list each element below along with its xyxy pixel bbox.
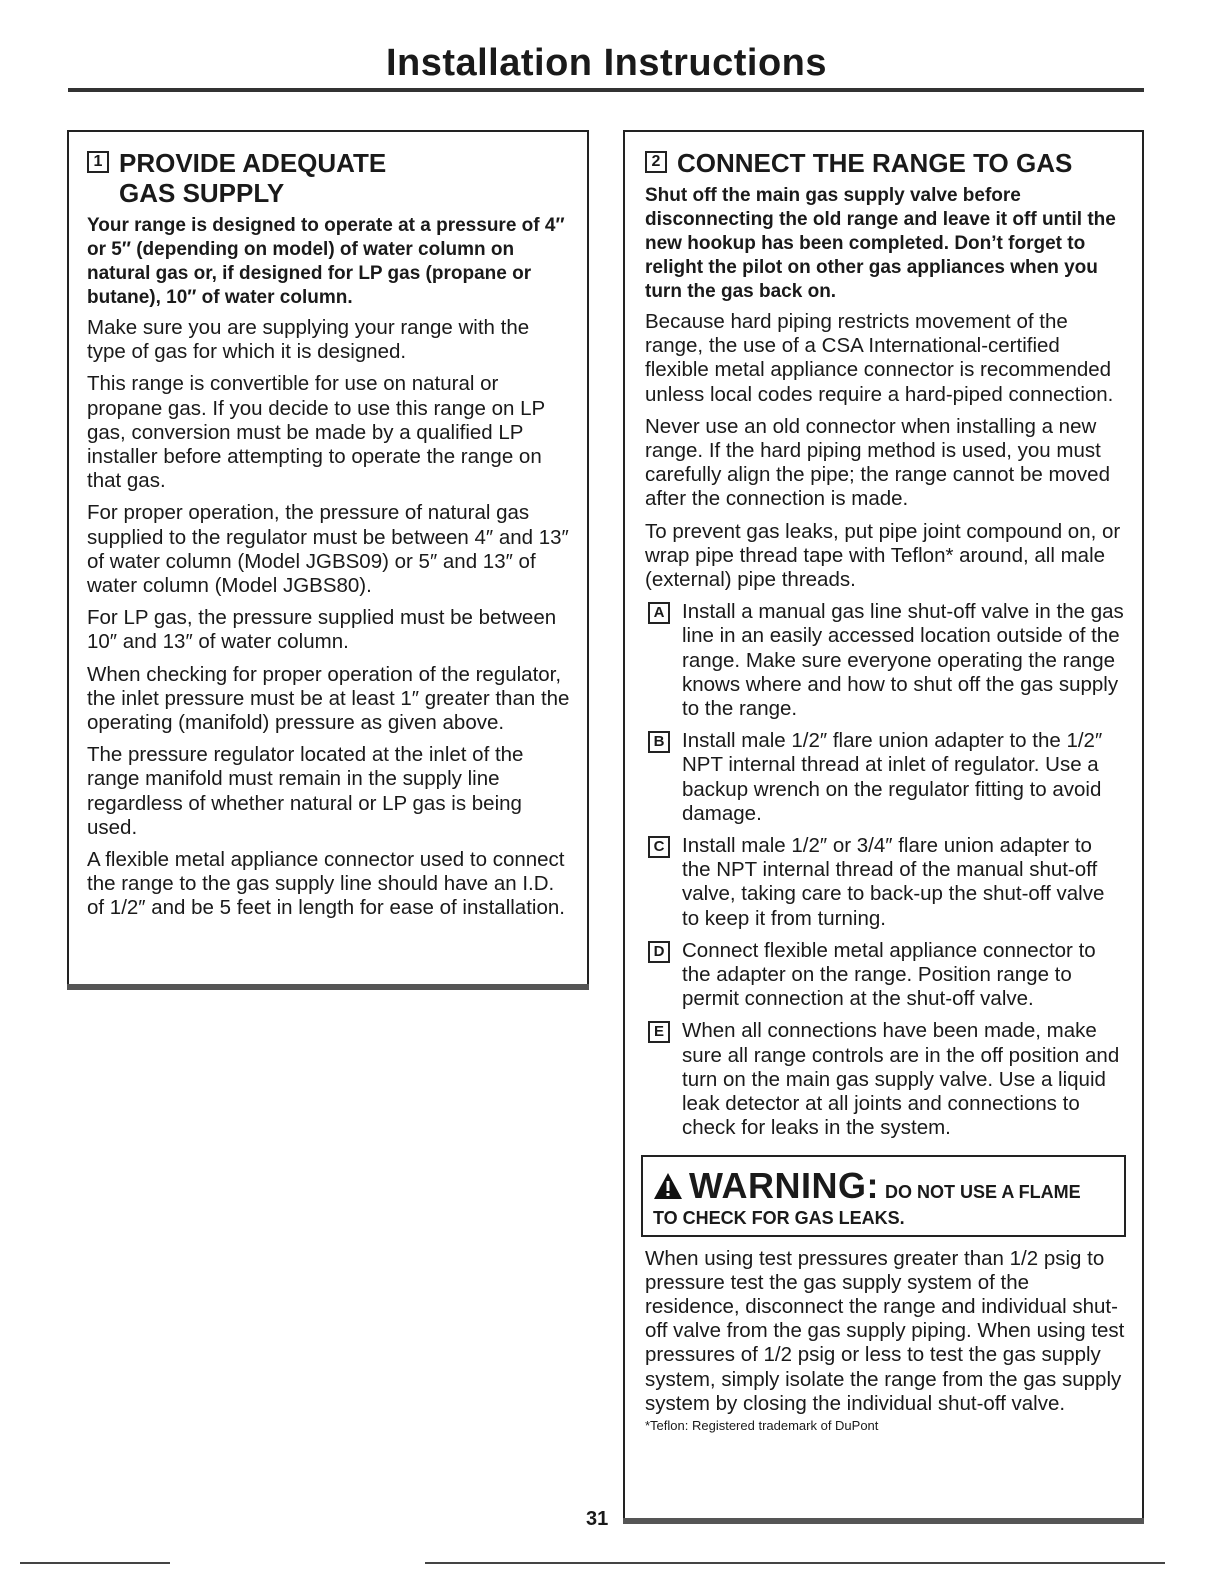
list-item xyxy=(645,729,1126,826)
paragraph: Never use an old connector when installing a new range. If the hard piping method is used, you must carefully align the pipe; the range cannot be moved after the connection is made. xyxy=(645,414,1110,511)
paragraph: This range is convertible for use on natural or propane gas. If you decide to use this range on LP gas, conversion must be made by a qualified LP installer before attempting to operate the range on that gas. xyxy=(87,372,545,493)
page-title: Installation Instructions xyxy=(385,42,828,84)
warning-caps: DO NOT USE A FLAME xyxy=(884,1181,1081,1202)
warning-paragraph: When using test pressures greater than 1/2 psig to pressure test the gas supply system of the residence, disconnect the range and individual shut-off valve from the gas supply piping. When using test pressures of 1/2 psig or less to test the gas supply system, simply isolate the range from the gas supply system by closing the individual shut-off valve. xyxy=(645,1246,1125,1415)
bottom-rule xyxy=(20,1562,170,1564)
list-item xyxy=(645,1019,1126,1140)
step-text: Install male 1/2″ flare union adapter to the 1/2″ NPT internal thread at inlet of regulator. Use a backup wrench on the regulator fitting to avoid damage. xyxy=(682,729,1103,825)
warning-triangle-icon xyxy=(653,1172,683,1200)
box-shadow xyxy=(67,984,589,990)
step-number-badge: 1 xyxy=(87,151,109,173)
page-number: 31 xyxy=(586,1508,609,1530)
step-text: When all connections have been made, make sure all range controls are in the off position and turn on the main gas supply valve. Use a liquid leak detector at all joints and connections to check for leaks in the system. xyxy=(682,1019,1120,1140)
step-letter-badge: C xyxy=(648,836,670,858)
paragraph: For LP gas, the pressure supplied must be between 10″ and 13″ of water column. xyxy=(87,606,557,654)
paragraph: For proper operation, the pressure of natural gas supplied to the regulator must be between 4″ and 13″ of water column (Model JGBS09) or 5″ and 13″ of water column (Model JGBS80). xyxy=(87,501,569,598)
list-item xyxy=(645,939,1126,1012)
lead-paragraph: Shut off the main gas supply valve before disconnecting the old range and leave it off until the new hookup has been completed. Don’t forget to relight the pilot on other gas appliances when you turn the gas back on. xyxy=(645,185,1116,302)
list-item xyxy=(645,834,1126,931)
warning-caps-line2: TO CHECK FOR GAS LEAKS. xyxy=(653,1207,905,1228)
paragraph: The pressure regulator located at the inlet of the range manifold must remain in the supply line regardless of whether natural or LP gas is being used. xyxy=(87,743,524,839)
list-item xyxy=(645,600,1126,721)
step-text: Install male 1/2″ or 3/4″ flare union adapter to the NPT internal thread of the manual shut-off valve, taking care to back-up the shut-off valve to keep it from turning. xyxy=(682,834,1105,930)
section-title: PROVIDE ADEQUATE GAS SUPPLY xyxy=(119,148,387,208)
step-letter-badge: A xyxy=(648,602,670,624)
step-letter-badge: E xyxy=(648,1021,670,1043)
box-shadow xyxy=(623,1518,1144,1524)
step-number-badge: 2 xyxy=(645,151,667,173)
section-heading xyxy=(87,148,571,208)
step-letter-badge: B xyxy=(648,731,670,753)
section-connect-gas xyxy=(623,130,1144,1524)
paragraph: To prevent gas leaks, put pipe joint compound on, or wrap pipe thread tape with Teflon* around, all male (external) pipe threads. xyxy=(645,519,1121,592)
lead-paragraph: Your range is designed to operate at a pressure of 4″ or 5″ (depending on model) of water column on natural gas or, if designed for LP gas (propane or butane), 10″ of water column. xyxy=(87,215,565,308)
step-text: Connect flexible metal appliance connector to the adapter on the range. Position range to permit connection at the shut-off valve. xyxy=(682,938,1096,1011)
step-letter-badge: D xyxy=(648,941,670,963)
step-text: Install a manual gas line shut-off valve in the gas line in an easily accessed location outside of the range. Make sure everyone operating the range knows where and how to shut off the gas supply to the range. xyxy=(682,600,1124,721)
section-title: CONNECT THE RANGE TO GAS xyxy=(677,148,1073,178)
paragraph: Because hard piping restricts movement of the range, the use of a CSA International-certified flexible metal appliance connector is recommended unless local codes require a hard-piped connection. xyxy=(645,310,1114,406)
paragraph: A flexible metal appliance connector used to connect the range to the gas supply line should have an I.D. of 1/2″ and be 5 feet in length for ease of installation. xyxy=(87,848,565,920)
bottom-rule xyxy=(425,1562,1165,1564)
warning-word: WARNING: xyxy=(689,1164,879,1206)
paragraph: Make sure you are supplying your range with the type of gas for which it is designed. xyxy=(87,316,530,364)
section-gas-supply xyxy=(67,130,589,988)
footnote: *Teflon: Registered trademark of DuPont xyxy=(645,1417,879,1433)
section-heading xyxy=(645,148,1126,178)
warning-callout xyxy=(641,1155,1126,1237)
install-steps-list xyxy=(645,600,1126,1140)
paragraph: When checking for proper operation of the regulator, the inlet pressure must be at least 1″ greater than the operating (manifold) pressure as given above. xyxy=(87,662,570,735)
title-rule xyxy=(68,88,1144,92)
